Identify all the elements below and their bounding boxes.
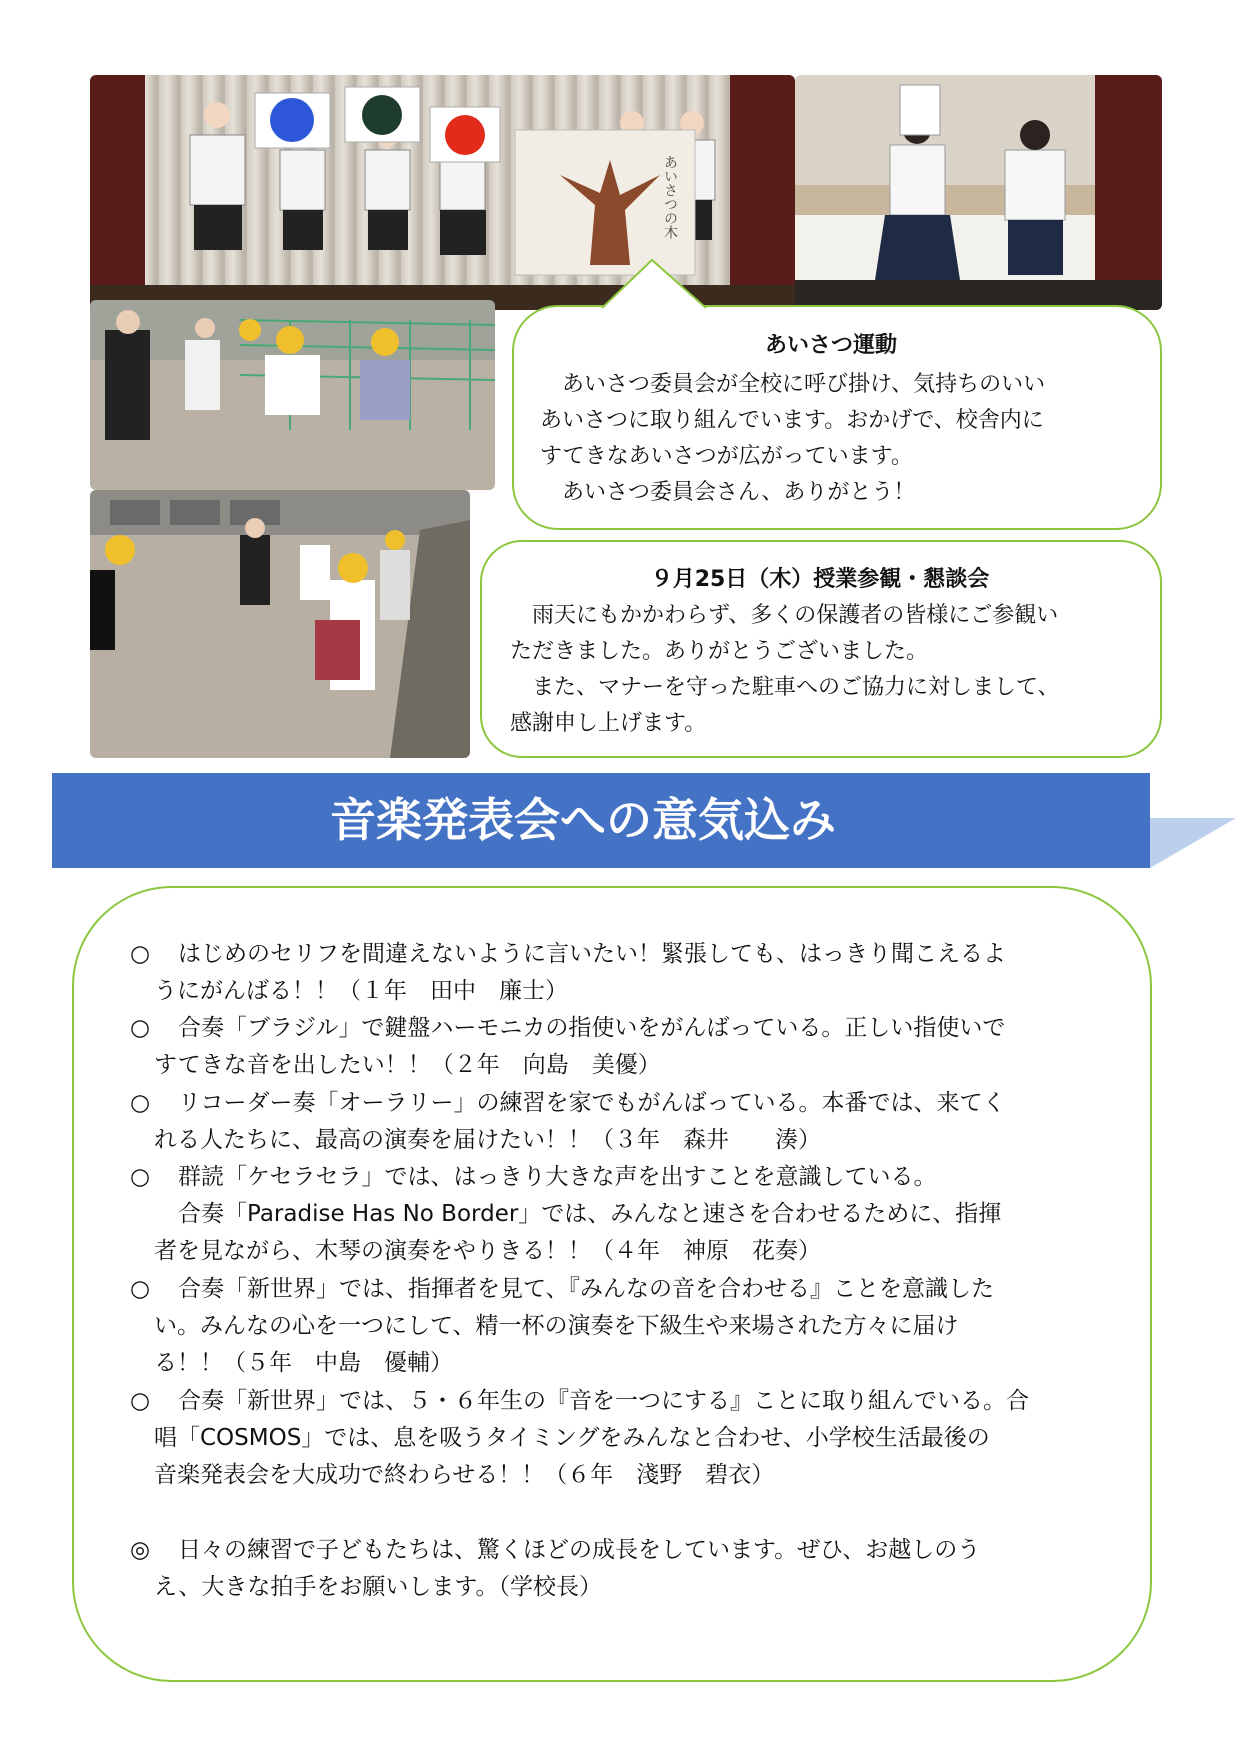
- comment-entry: [130, 1159, 1110, 1270]
- greeting-campaign-box: [512, 305, 1162, 530]
- comment-entry: [130, 1085, 1110, 1159]
- banner-tail-shape: [1150, 818, 1236, 868]
- comment-line: 日々の練習で子どもたちは、驚くほどの成長をしています。ぜひ、お越しのう: [178, 1537, 981, 1563]
- comment-entry: [130, 1383, 1110, 1494]
- comment-entry: [130, 1010, 1110, 1084]
- stage-speakers-photo: [795, 75, 1162, 310]
- comment-line: はじめのセリフを間違えないように言いたい！緊張しても、はっきり聞こえるよ: [178, 941, 1006, 967]
- comment-entry: [130, 936, 1110, 1010]
- comment-line: 群読「ケセラセラ」では、はっきり大きな声を出すことを意識している。: [178, 1164, 937, 1190]
- comment-entry: [130, 1271, 1110, 1382]
- greeting-gate-photo: [90, 300, 495, 490]
- comment-line: 合奏「Paradise Has No Border」では、みんなと速さを合わせるために、指揮: [178, 1201, 1002, 1227]
- class-visit-title: ９月25日（木）授業参観・懇談会: [650, 567, 990, 592]
- comment-line: え、大きな拍手をお願いします。（学校長）: [154, 1574, 603, 1600]
- comment-line: 合奏「新世界」では、５・６年生の『音を一つにする』ことに取り組んでいる。合: [178, 1388, 1029, 1414]
- bullet-mark: ○: [130, 941, 151, 967]
- greeting-campaign-line: あいさつに取り組んでいます。おかげで、校舎内に: [540, 408, 1044, 433]
- comment-line: 合奏「新世界」では、指揮者を見て、『みんなの音を合わせる』ことを意識した: [178, 1276, 995, 1302]
- class-visit-line: 雨天にもかかわらず、多くの保護者の皆様にご参観い: [532, 603, 1059, 628]
- comment-line: 者を見ながら、木琴の演奏をやりきる！！（４年 神原 花奏）: [154, 1238, 821, 1264]
- comment-line: れる人たちに、最高の演奏を届けたい！！（３年 森井 湊）: [154, 1127, 821, 1153]
- bullet-mark: ◎: [130, 1537, 151, 1563]
- greeting-campaign-line: あいさつ委員会さん、ありがとう！: [562, 480, 916, 505]
- greeting-campaign-line: すてきなあいさつが広がっています。: [540, 444, 913, 469]
- comment-line: 音楽発表会を大成功で終わらせる！！（６年 淺野 碧衣）: [154, 1462, 775, 1488]
- greeting-campaign-title: あいさつ運動: [764, 333, 897, 358]
- class-visit-line: ただきました。ありがとうございました。: [510, 639, 929, 664]
- comment-line: リコーダー奏「オーラリー」の練習を家でもがんばっている。本番では、来てく: [178, 1090, 1006, 1116]
- comment-line: すてきな音を出したい！！（２年 向島 美優）: [154, 1052, 661, 1078]
- bullet-mark: ○: [130, 1164, 151, 1190]
- bullet-mark: ○: [130, 1276, 151, 1302]
- comment-line: 合奏「ブラジル」で鍵盤ハーモニカの指使いをがんばっている。正しい指使いで: [178, 1015, 1006, 1041]
- class-visit-line: 感謝申し上げます。: [510, 711, 707, 736]
- principal-message: [130, 1532, 1110, 1606]
- bullet-mark: ○: [130, 1015, 151, 1041]
- comment-line: る！！（５年 中島 優輔）: [154, 1350, 453, 1376]
- schoolyard-photo: [90, 490, 470, 758]
- stage-sign-text: あいさつの木: [662, 155, 678, 239]
- bullet-mark: ○: [130, 1090, 151, 1116]
- greeting-bubble-tail: [600, 258, 710, 310]
- greeting-campaign-line: あいさつ委員会が全校に呼び掛け、気持ちのいい: [562, 372, 1046, 397]
- comment-line: い。みんなの心を一つにして、精一杯の演奏を下級生や来場された方々に届け: [154, 1313, 959, 1339]
- comment-line: 唱「COSMOS」では、息を吸うタイミングをみんなと合わせ、小学校生活最後の: [154, 1425, 990, 1451]
- bullet-mark: ○: [130, 1388, 151, 1414]
- class-visit-line: また、マナーを守った駐車へのご協力に対しまして、: [532, 675, 1060, 700]
- music-recital-banner: [52, 773, 1150, 868]
- banner-title: 音楽発表会への意気込み: [330, 793, 836, 847]
- comment-line: うにがんばる！！（１年 田中 廉士）: [154, 978, 568, 1004]
- class-visit-box: [480, 540, 1162, 758]
